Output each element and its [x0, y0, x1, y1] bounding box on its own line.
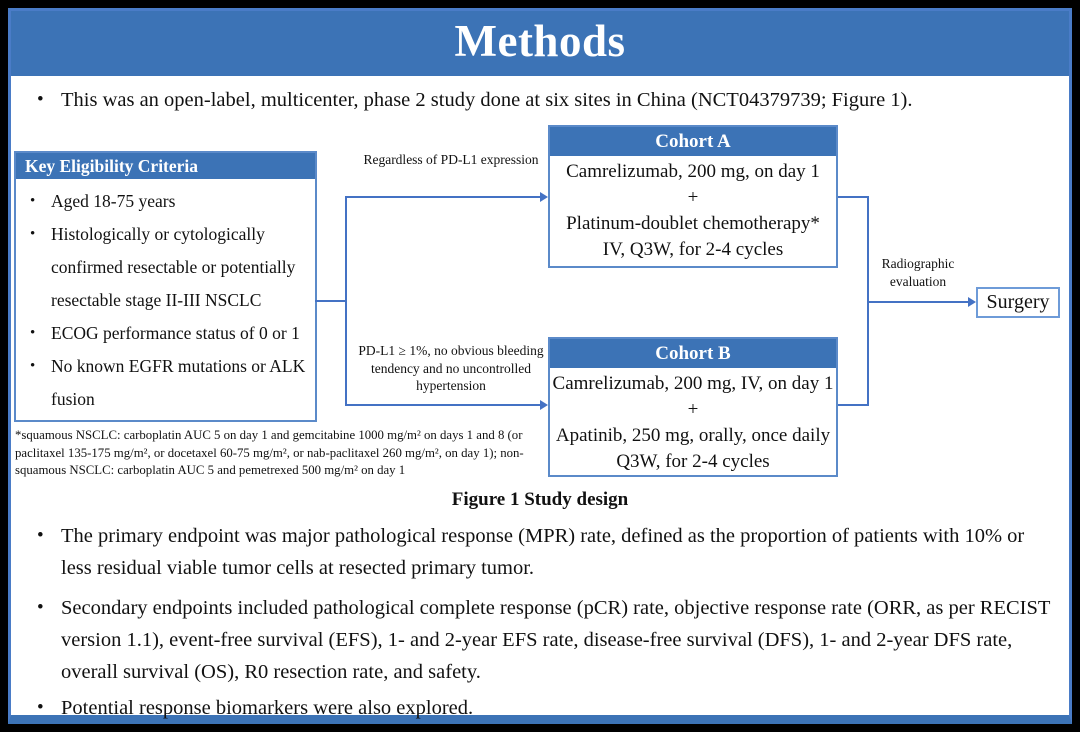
surgery-label: Surgery: [986, 291, 1050, 313]
cohort-b-body: [550, 368, 836, 475]
eligibility-list: [16, 185, 315, 416]
cohort-a-line: +: [687, 187, 699, 208]
title-bar: [11, 11, 1069, 76]
connector-to-cohort-a: [345, 196, 540, 198]
cohort-b-box: [548, 337, 838, 477]
arrowhead-cohort-b-icon: [540, 400, 548, 410]
cohort-b-line: +: [687, 399, 699, 420]
cohort-b-line: Apatinib, 250 mg, orally, once daily: [555, 425, 831, 446]
cohort-b-header: Cohort B: [550, 339, 836, 368]
cohort-a-body: [550, 156, 836, 263]
secondary-endpoints-bullet: • Secondary endpoints included pathological complete response (pCR) rate, objective response rate (ORR, as per RECIST version 1.1), event-free survival (EFS), 1- and 2-year EFS rate, disease-free survival (DFS), 1- and 2-year DFS rate, overall survival (OS), R0 resection rate, and safety.: [35, 592, 1053, 688]
eligibility-item: • ECOG performance status of 0 or 1: [26, 317, 307, 350]
radiographic-evaluation-label: Radiographic evaluation: [881, 256, 955, 289]
chemotherapy-footnote: *squamous NSCLC: carboplatin AUC 5 on day 1 and gemcitabine 1000 mg/m² on days 1 and 8 (or paclitaxel 135-175 mg/m², or docetaxel 60-75 mg/m², or nab-paclitaxel 260 mg/m², on day 1); non-squamous NSCLC: carboplatin AUC 5 and pemetrexed 500 mg/m² on day 1: [15, 428, 524, 478]
branch-label-top: Regardless of PD-L1 expression: [363, 152, 539, 167]
connector-cohort-a-out: [838, 196, 869, 198]
connector-elig-stub: [315, 300, 346, 302]
eligibility-item: • Aged 18-75 years: [26, 185, 307, 218]
connector-cohort-b-out: [838, 404, 869, 406]
biomarkers-bullet: • Potential response biomarkers were also explored.: [35, 692, 1053, 724]
connector-to-surgery: [867, 301, 968, 303]
surgery-box: [976, 287, 1060, 318]
figure-caption: Figure 1 Study design: [451, 489, 629, 510]
cohort-a-line: IV, Q3W, for 2-4 cycles: [602, 239, 784, 260]
arrowhead-surgery-icon: [968, 297, 976, 307]
cohort-b-line: Camrelizumab, 200 mg, IV, on day 1: [552, 373, 834, 394]
cohort-b-line: Q3W, for 2-4 cycles: [616, 451, 770, 472]
slide: [8, 8, 1072, 724]
cohort-a-header: Cohort A: [550, 127, 836, 156]
eligibility-item: • No known EGFR mutations or ALK fusion: [26, 350, 307, 416]
page-title: Methods: [454, 16, 626, 66]
eligibility-header: Key Eligibility Criteria: [16, 153, 315, 179]
eligibility-item: • Histologically or cytologically confirmed resectable or potentially resectable stage II-III NSCLC: [26, 218, 307, 317]
cohort-a-line: Camrelizumab, 200 mg, on day 1: [566, 161, 820, 182]
branch-label-bottom: PD-L1 ≥ 1%, no obvious bleeding tendency and no uncontrolled hypertension: [358, 343, 544, 394]
eligibility-box: [14, 151, 317, 422]
cohort-a-box: [548, 125, 838, 268]
connector-branch-vertical: [345, 196, 347, 406]
cohort-a-line: Platinum-doublet chemotherapy*: [566, 213, 820, 234]
intro-bullet: • This was an open-label, multicenter, phase 2 study done at six sites in China (NCT04379739; Figure 1).: [35, 84, 1053, 116]
primary-endpoint-bullet: • The primary endpoint was major pathological response (MPR) rate, defined as the proportion of patients with 10% or less residual viable tumor cells at resected primary tumor.: [35, 520, 1053, 584]
arrowhead-cohort-a-icon: [540, 192, 548, 202]
connector-to-cohort-b: [345, 404, 540, 406]
